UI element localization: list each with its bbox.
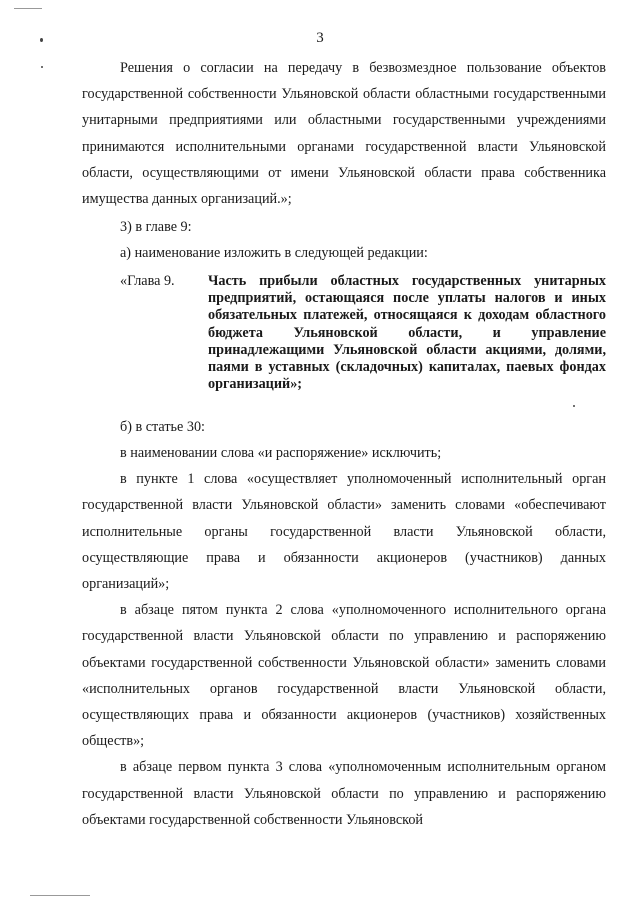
chapter-label: «Глава 9. [120, 272, 175, 289]
paragraph-item-b: б) в статье 30: [120, 418, 205, 435]
scan-dot [41, 66, 43, 68]
paragraph-point1: в пункте 1 слова «осуществляет уполномоченный исполнительный орган государственной власти Ульяновской области» заменить словами «обеспечивают исполнительные органы государственной власти Ульяновской области, осуществляющие права и обязанности акционеров (участников) данных организаций»; [82, 471, 606, 592]
paragraph-chapter9: 3) в главе 9: [120, 219, 192, 236]
scan-dot [40, 38, 43, 42]
paragraph-name-words: в наименовании слова «и распоряжение» исключить; [120, 444, 442, 461]
paragraph-point2: в абзаце пятом пункта 2 слова «уполномоченного исполнительного органа государственной власти Ульяновской области по управлению и распоряжению объектами государственной собственности Ульяновской области» заменить словами «исполнительных органов государственной власти Ульяновской области, осуществляющих права и обязанности акционеров (участников) хозяйственных обществ»; [82, 602, 606, 750]
scan-mark-bottom-left [30, 895, 90, 896]
paragraph-decision: Решения о согласии на передачу в безвозмездное пользование объектов государственной собственности Ульяновской области областными государственными унитарными предприятиями или областными государственными учреждениями принимаются исполнительными органами государственной власти Ульяновской области, осуществляющими от имени Ульяновской области права собственника имущества данных организаций.»; [82, 60, 606, 208]
document-body [82, 55, 606, 833]
chapter-title: Часть прибыли областных государственных унитарных предприятий, остающаяся после уплаты налогов и иных обязательных платежей, относящаяся к доходам областного бюджета Ульяновской области, и управление принадлежащими Ульяновской области акциями, долями, паями в уставных (складочных) капиталах, паевых фондах организаций»; [208, 272, 606, 393]
scan-dot [573, 405, 575, 407]
chapter-heading-block [82, 273, 606, 394]
scan-mark-top-left [14, 8, 42, 9]
page-number: 3 [316, 30, 324, 46]
paragraph-item-a: а) наименование изложить в следующей редакции: [120, 245, 428, 262]
paragraph-point3: в абзаце первом пункта 3 слова «уполномоченным исполнительным органом государственной власти Ульяновской области по управлению и распоряжению объектами государственной собственности Ульяновской [82, 759, 606, 828]
